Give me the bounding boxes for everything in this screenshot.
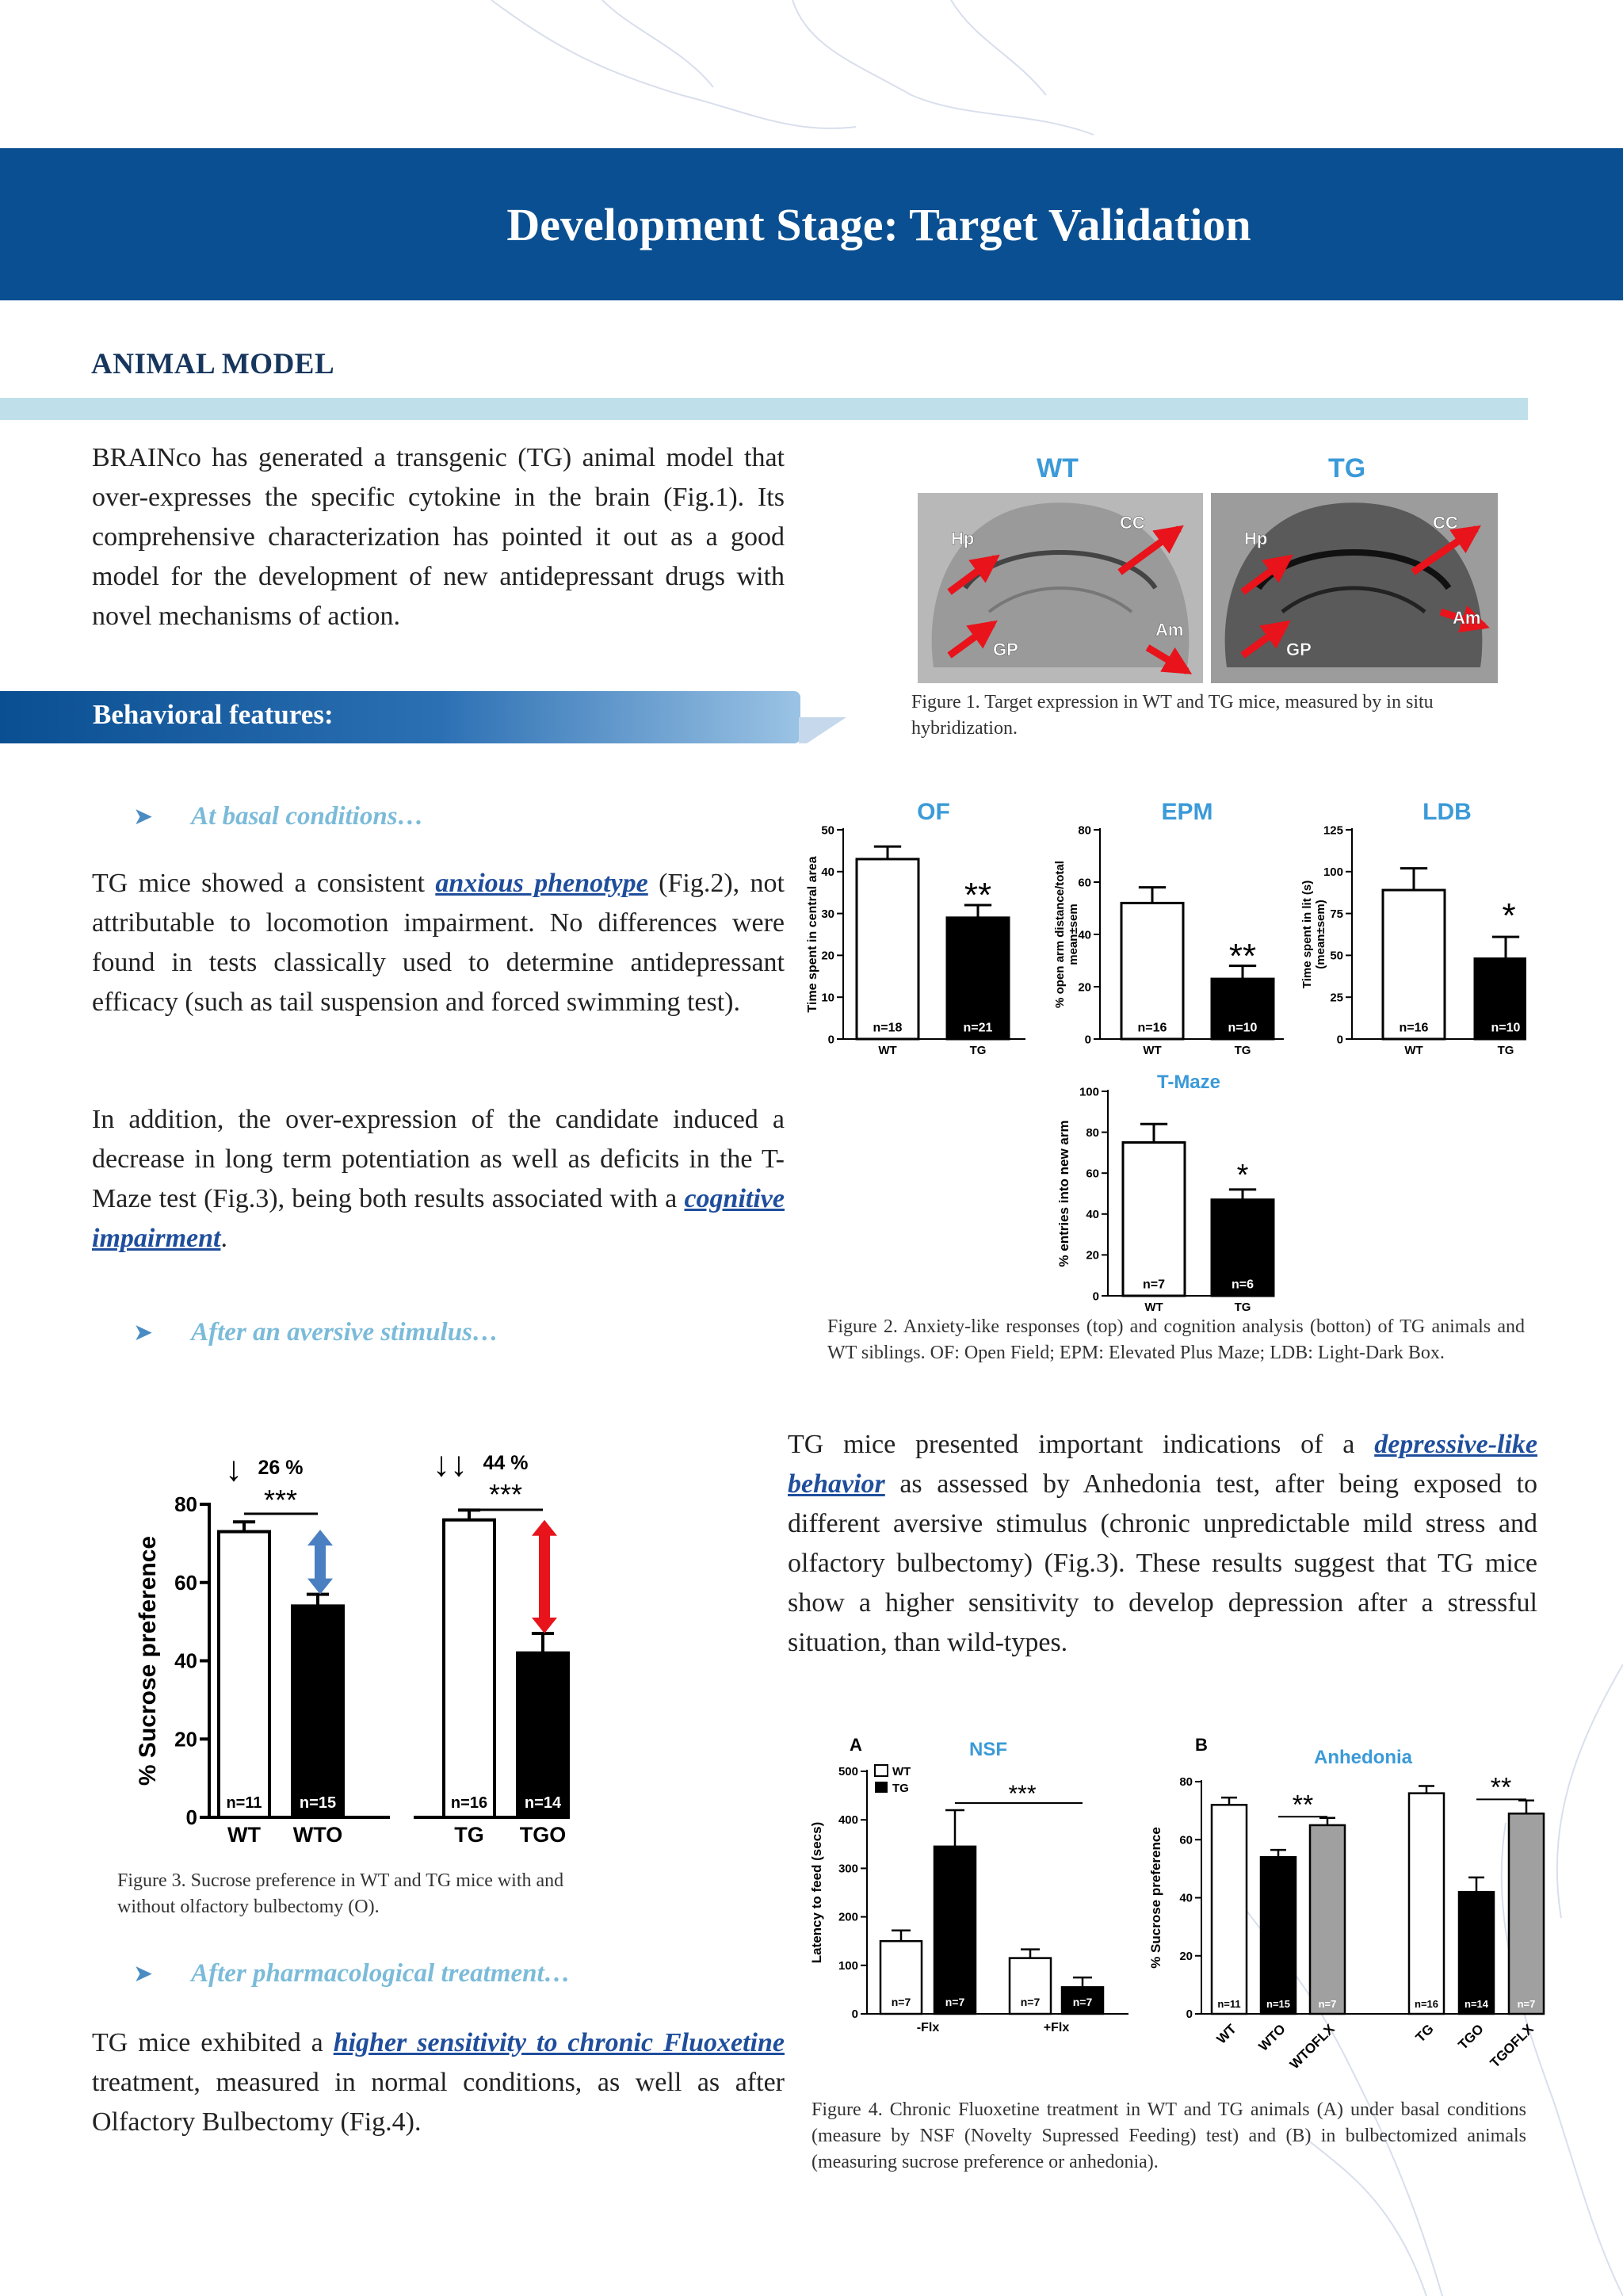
x-tick-label: WT (1213, 2021, 1239, 2047)
legend-label: WT (892, 1765, 911, 1778)
significance-mark: ** (964, 875, 992, 915)
fig4-caption: Figure 4. Chronic Fluoxetine treatment in WT and TG animals (A) under basal conditions (measure by NSF (Novelty Supressed Feeding) test) and (B) in bulbectomized animals (measuring sucrose preference or anhedonia). (812, 2099, 1526, 2172)
y-axis-label: % Sucrose preference (135, 1535, 161, 1786)
x-tick-label: -Flx (916, 2021, 940, 2034)
y-tick-label: 0 (1336, 1033, 1343, 1047)
n-label: n=21 (963, 1021, 993, 1035)
y-tick-label: 40 (1086, 1208, 1099, 1222)
x-tick-label: WTO (1255, 2021, 1289, 2054)
bar (444, 1520, 495, 1817)
chart-ldb (1296, 797, 1526, 1066)
bar (517, 1653, 568, 1817)
n-label: n=7 (1142, 1278, 1166, 1292)
significance-mark: ** (1228, 937, 1257, 976)
x-tick-label: +Flx (1043, 2021, 1070, 2034)
y-axis-label: Latency to feed (secs) (809, 1821, 824, 1964)
n-label: n=14 (1465, 1998, 1488, 2010)
fig1-wt-label: WT (1037, 453, 1079, 483)
y-tick-label: 0 (1092, 1289, 1099, 1304)
n-label: n=10 (1491, 1021, 1521, 1035)
axis-break (390, 1814, 414, 1820)
bar (1261, 1857, 1296, 2014)
text-span: as assessed by Anhedonia test, after being exposed to different aversive stimulus (chronic unpredictable mild stress and olfactory bulbectomy) (Fig.3). These results suggest that TG mice show a higher sensitivity to develop depression after a stressful situation, than wild-types. (788, 1469, 1537, 1657)
y-tick-label: 75 (1330, 907, 1343, 921)
y-tick-label: 400 (838, 1813, 858, 1828)
y-tick-label: 0 (1186, 2008, 1193, 2021)
n-label: n=15 (1266, 1998, 1290, 2010)
y-axis-label: % Sucrose preference (1148, 1827, 1163, 1969)
text-span: (Fig.2), not attributable to locomotion impairment. No differences were found in tests classically used to determine antidepressant efficacy (such as tail suspension and forced swimming test). (92, 869, 785, 1017)
arrow-head-up (532, 1520, 557, 1536)
aversive-paragraph (788, 1425, 1537, 1663)
arrow-shaft (315, 1544, 326, 1580)
y-tick-label: 80 (1078, 823, 1091, 838)
y-tick-label: 60 (1086, 1167, 1099, 1181)
chart-epm (1044, 797, 1290, 1066)
arrow-bullet-icon: ➤ (133, 1961, 154, 1987)
intro-paragraph: BRAINco has generated a transgenic (TG) animal model that over-expresses the specific cytokine in the brain (Fig.1). Its comprehensive characterization has pointed it out as a good model for the development of new antidepressant drugs with novel mechanisms of action. (92, 443, 785, 631)
x-tick-label: WTOFLX (1286, 2021, 1338, 2073)
bar (934, 1847, 976, 2014)
y-axis-label: % entries into new arm (1056, 1120, 1071, 1267)
fig1-caption: Figure 1. Target expression in WT and TG mice, measured by in situ hybridization. (911, 692, 1434, 739)
region-label-am: Am (1155, 620, 1184, 640)
y-tick-label: 40 (821, 865, 834, 880)
x-tick-label: WTO (292, 1823, 343, 1847)
arrow-bullet-icon: ➤ (133, 804, 154, 830)
aversive-heading (133, 1318, 498, 1347)
bar (857, 859, 918, 1039)
blue-double-arrow-icon (307, 1530, 333, 1594)
bar (292, 1606, 343, 1817)
x-tick-label: WT (1144, 1301, 1163, 1314)
fig2-caption: Figure 2. Anxiety-like responses (top) and cognition analysis (botton) of TG animals and WT siblings. OF: Open Field; EPM: Elevated Plus Maze; LDB: Light-Dark Box. (827, 1316, 1525, 1363)
region-label-hp: Hp (951, 529, 975, 548)
fig1-brain-sections (918, 493, 1498, 683)
x-tick-label: WT (227, 1823, 261, 1847)
chart-title: LDB (1423, 799, 1472, 825)
y-tick-label: 300 (838, 1862, 858, 1876)
y-tick-label: 40 (174, 1648, 197, 1673)
text-span: TG mice presented important indications of a (788, 1430, 1375, 1459)
bar (1459, 1892, 1494, 2014)
region-label-hp-tg: Hp (1244, 529, 1268, 548)
x-tick-label: TGO (519, 1823, 567, 1847)
red-double-arrow-icon (532, 1520, 557, 1633)
chart-sucrose-preference (127, 1435, 594, 1862)
y-tick-label: 20 (821, 949, 834, 963)
basal-heading (133, 802, 424, 831)
y-axis-label: Time spent in lit (s) (1300, 880, 1314, 989)
page-title: Development Stage: Target Validation (506, 198, 1251, 250)
cognitive-impairment-link[interactable]: cognitive impairment (92, 1184, 785, 1253)
chart-nsf (802, 1732, 1143, 2049)
significance-mark: ** (1292, 1790, 1314, 1820)
arrow-shaft (539, 1534, 550, 1619)
y-tick-label: 100 (838, 1958, 858, 1973)
y-tick-label: 60 (1078, 876, 1091, 890)
y-tick-label: 60 (174, 1570, 197, 1595)
aversive-heading-text: After an aversive stimulus… (191, 1318, 498, 1347)
chart-title: Anhedonia (1314, 1747, 1412, 1768)
arrow-head-down (307, 1579, 333, 1595)
chart-of (799, 797, 1037, 1066)
text-span: TG mice exhibited a (92, 2028, 334, 2057)
pharma-heading (133, 1959, 571, 1988)
region-label-gp-tg: GP (1286, 640, 1312, 659)
y-tick-label: 80 (1179, 1775, 1193, 1789)
y-axis-label: (mean±sem) (1314, 900, 1327, 969)
percent-drop-label: 44 % (483, 1452, 529, 1474)
n-label: n=14 (524, 1794, 562, 1812)
region-label-cc: CC (1120, 513, 1145, 533)
chart-title: NSF (969, 1739, 1007, 1760)
text-span: treatment, measured in normal conditions, as well as after Olfactory Bulbectomy (Fig.4). (92, 2068, 785, 2137)
x-tick-label: TGO (1455, 2021, 1487, 2053)
n-label: n=16 (450, 1794, 488, 1812)
y-tick-label: 0 (851, 2008, 858, 2021)
x-tick-label: TG (1234, 1301, 1251, 1314)
y-tick-label: 10 (821, 991, 834, 1005)
bar (1123, 1143, 1185, 1297)
significance-mark: *** (488, 1478, 523, 1511)
bar (1509, 1813, 1544, 2014)
behavioral-features-label: Behavioral features: (93, 699, 334, 730)
x-tick-label: WT (1143, 1044, 1162, 1057)
x-tick-label: WT (1404, 1044, 1423, 1057)
text-span: . (220, 1224, 227, 1253)
y-tick-label: 100 (1079, 1085, 1099, 1099)
y-tick-label: 20 (1086, 1248, 1099, 1263)
bar (219, 1532, 269, 1817)
down-arrow-icon: ↓ (225, 1450, 242, 1488)
y-tick-label: 80 (174, 1492, 197, 1517)
y-tick-label: 25 (1330, 991, 1343, 1005)
section-title: ANIMAL MODEL (91, 348, 335, 380)
panel-label: B (1195, 1735, 1208, 1755)
chart-title: T-Maze (1156, 1072, 1221, 1093)
legend-swatch-tg (875, 1782, 888, 1793)
y-tick-label: 125 (1323, 823, 1343, 838)
y-tick-label: 20 (1078, 980, 1091, 995)
significance-mark: * (1236, 1158, 1249, 1192)
fig3-caption: Figure 3. Sucrose preference in WT and TG mice with and without olfactory bulbectomy (O). (117, 1870, 564, 1917)
pharma-heading-text: After pharmacological treatment… (191, 1959, 571, 1988)
arrow-bullet-icon: ➤ (133, 1320, 154, 1346)
y-tick-label: 0 (185, 1805, 197, 1830)
chart-anhedonia (1141, 1732, 1553, 2104)
y-axis-label: Time spent in central area (806, 856, 819, 1013)
chart-title: EPM (1161, 799, 1213, 825)
significance-mark: ** (1490, 1772, 1512, 1803)
n-label: n=16 (1399, 1021, 1429, 1035)
n-label: n=7 (945, 1996, 965, 2008)
n-label: n=16 (1137, 1021, 1167, 1035)
bar (1212, 1805, 1247, 2014)
region-label-gp: GP (993, 640, 1018, 659)
y-tick-label: 40 (1179, 1891, 1193, 1905)
n-label: n=11 (226, 1794, 262, 1812)
y-tick-label: 20 (174, 1727, 197, 1752)
bar (1383, 890, 1445, 1039)
percent-drop-label: 26 % (258, 1457, 304, 1479)
y-tick-label: 50 (821, 823, 834, 838)
y-tick-label: 30 (821, 907, 834, 921)
y-axis-label: mean±sem (1067, 904, 1080, 965)
y-tick-label: 40 (1078, 928, 1091, 942)
significance-mark: *** (263, 1484, 298, 1516)
n-label: n=18 (873, 1021, 903, 1035)
y-tick-label: 200 (838, 1910, 858, 1924)
n-label: n=16 (1415, 1998, 1438, 2010)
chart-tmaze (1044, 1070, 1290, 1316)
n-label: n=7 (1318, 1998, 1337, 2010)
section-divider (0, 398, 1528, 420)
y-tick-label: 100 (1323, 865, 1343, 880)
n-label: n=15 (299, 1794, 337, 1812)
pharma-paragraph (92, 2023, 785, 2142)
y-tick-label: 60 (1179, 1833, 1193, 1847)
n-label: n=6 (1231, 1278, 1254, 1292)
y-tick-label: 0 (827, 1033, 834, 1047)
text-span: In addition, the over-expression of the candidate induced a decrease in long term potentiation as well as deficits in the T-Maze test (Fig.3), being both results associated with a (92, 1105, 785, 1213)
basal-heading-text: At basal conditions… (191, 802, 424, 831)
legend-swatch-wt (875, 1765, 888, 1776)
y-tick-label: 0 (1084, 1033, 1091, 1047)
y-tick-label: 80 (1086, 1125, 1099, 1140)
x-tick-label: TG (969, 1044, 987, 1057)
region-label-cc-tg: CC (1433, 513, 1458, 533)
y-axis-label: % open arm distance/total (1053, 861, 1067, 1008)
x-tick-label: TG (1497, 1044, 1514, 1057)
y-tick-label: 500 (838, 1765, 858, 1778)
significance-mark: * (1502, 896, 1516, 935)
panel-label: A (850, 1735, 862, 1755)
fluoxetine-sensitivity-link[interactable]: higher sensitivity to chronic Fluoxetine (333, 2028, 785, 2057)
x-tick-label: TG (1412, 2021, 1437, 2046)
double-down-arrow-icon: ↓↓ (433, 1445, 468, 1484)
bar (1121, 903, 1183, 1039)
n-label: n=7 (891, 1996, 911, 2008)
y-tick-label: 20 (1179, 1949, 1193, 1963)
n-label: n=7 (1072, 1996, 1093, 2008)
anxious-phenotype-link[interactable]: anxious phenotype (435, 869, 648, 898)
n-label: n=11 (1217, 1998, 1241, 2010)
depressive-like-behavior-link[interactable]: depressive-like behavior (788, 1430, 1537, 1499)
n-label: n=7 (1517, 1998, 1536, 2010)
x-tick-label: TG (454, 1823, 484, 1847)
x-tick-label: TGOFLX (1487, 2021, 1537, 2071)
basal-paragraph-2 (92, 1100, 785, 1259)
region-label-am-tg: Am (1453, 608, 1481, 628)
text-span: TG mice showed a consistent (92, 869, 436, 898)
n-label: n=10 (1228, 1021, 1258, 1035)
fig1-tg-label: TG (1328, 453, 1366, 483)
bar-tail-decoration (799, 717, 846, 743)
x-tick-label: WT (878, 1044, 897, 1057)
basal-paragraph-1 (92, 864, 785, 1022)
bar (1310, 1825, 1345, 2014)
arrow-head-down (532, 1618, 557, 1633)
significance-mark: *** (1008, 1781, 1037, 1807)
arrow-head-up (307, 1530, 333, 1545)
x-tick-label: TG (1234, 1044, 1251, 1057)
y-tick-label: 50 (1330, 949, 1343, 963)
n-label: n=7 (1020, 1996, 1041, 2008)
bar (1409, 1794, 1444, 2014)
chart-title: OF (917, 799, 950, 825)
legend-label: TG (892, 1782, 909, 1795)
